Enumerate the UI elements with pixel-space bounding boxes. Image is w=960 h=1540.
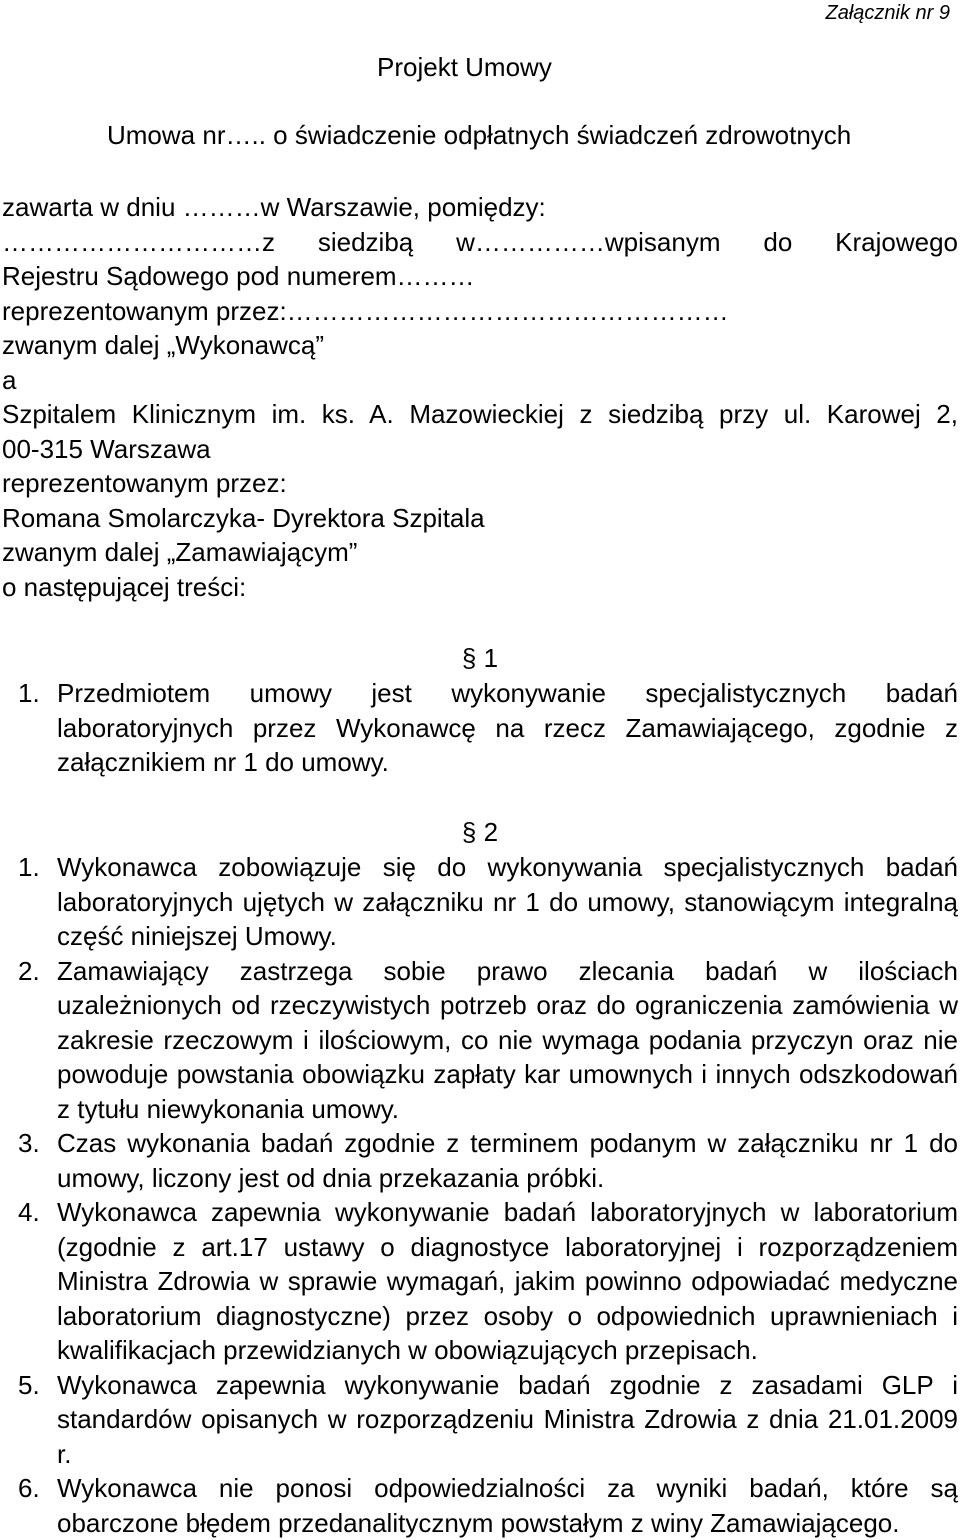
contract-date-line: zawarta w dniu ………w Warszawie, pomiędzy: xyxy=(2,192,546,222)
item-number: 6. xyxy=(18,1473,40,1503)
section-2-list xyxy=(2,850,958,1540)
item-text: Wykonawca zapewnia wykonywanie badań zgodnie z zasadami GLP i standardów opisanych w rozporządzeniu Ministra Zdrowia z dnia 21.01.2009 r. xyxy=(57,1369,958,1469)
parties-block xyxy=(2,190,958,604)
content-intro-line: o następującej treści: xyxy=(2,571,247,602)
item-text: Czas wykonania badań zgodnie z terminem podanym w załączniku nr 1 do umowy, liczony jest od dnia przekazania próbki. xyxy=(57,1128,958,1193)
hospital-alias-line: zwanym dalej „Zamawiającym” xyxy=(2,537,358,567)
hospital-name-line: Szpitalem Klinicznym im. ks. A. Mazowieckiej z siedzibą przy ul. Karowej 2, xyxy=(2,399,958,429)
item-text: Wykonawca nie ponosi odpowiedzialności za wyniki badań, które są obarczone błędem przedanalitycznym powstałym z winy Zamawiającego. xyxy=(57,1473,958,1538)
section-2-item xyxy=(2,1471,958,1540)
item-number: 5. xyxy=(18,1369,40,1400)
hospital-director-line: Romana Smolarczyka- Dyrektora Szpitala xyxy=(2,502,485,533)
contractor-seat-line: …………………………z siedzibą w……………wpisanym do Krajowego xyxy=(2,226,958,257)
hospital-address-line: 00-315 Warszawa xyxy=(2,433,211,464)
item-number: 4. xyxy=(18,1197,40,1227)
project-title: Projekt Umowy xyxy=(377,52,552,82)
item-text: Wykonawca zobowiązuje się do wykonywania specjalistycznych badań laboratoryjnych ujętych w załączniku nr 1 do umowy, stanowiącym integralną część niniejszej Umowy. xyxy=(57,852,958,951)
section-2-item xyxy=(2,1195,958,1368)
section-2-item xyxy=(2,1368,958,1472)
section-2-item xyxy=(2,1126,958,1195)
item-text: Wykonawca zapewnia wykonywanie badań laboratoryjnych w laboratorium (zgodnie z art.17 ustawy o diagnostyce laboratoryjnej i rozporządzeniem Ministra Zdrowia w sprawie wymagań, jakim powinno odpowiadać medyczne laboratorium diagnostyczne) przez osoby o odpowiednich uprawnieniach i kwalifikacjach przewidzianych w obowiązujących przepisach. xyxy=(57,1197,958,1365)
contractor-alias-line: zwanym dalej „Wykonawcą” xyxy=(2,330,324,360)
section-1-item xyxy=(2,676,958,780)
item-text: Przedmiotem umowy jest wykonywanie specjalistycznych badań laboratoryjnych przez Wykonawcę na rzecz Zamawiającego, zgodnie z załącznikiem nr 1 do umowy. xyxy=(57,678,958,777)
section-1-heading: § 1 xyxy=(461,643,499,673)
annex-label: Załącznik nr 9 xyxy=(825,2,950,24)
section-2-item xyxy=(2,850,958,954)
section-2-heading: § 2 xyxy=(461,817,499,847)
hospital-representative-label: reprezentowanym przez: xyxy=(2,468,287,498)
section-1-list xyxy=(2,676,958,780)
contract-title: Umowa nr….. o świadczenie odpłatnych świadczeń zdrowotnych xyxy=(107,120,852,150)
conjunction-line: a xyxy=(2,364,17,395)
item-number: 3. xyxy=(18,1128,40,1158)
item-text: Zamawiający zastrzega sobie prawo zlecania badań w ilościach uzależnionych od rzeczywistych potrzeb oraz do ograniczenia zamówienia w zakresie rzeczowym i ilościowym, co nie wymaga podania przyczyn oraz nie powoduje powstania obowiązku zapłaty kar umownych i innych odszkodowań z tytułu niewykonania umowy. xyxy=(57,955,958,1124)
item-number: 1. xyxy=(18,852,40,882)
contractor-register-line: Rejestru Sądowego pod numerem……… xyxy=(2,261,475,291)
item-number: 1. xyxy=(18,678,40,708)
section-2-item xyxy=(2,954,958,1127)
item-number: 2. xyxy=(18,955,40,986)
contractor-representative-line: reprezentowanym przez:…………………………………………… xyxy=(2,295,729,326)
